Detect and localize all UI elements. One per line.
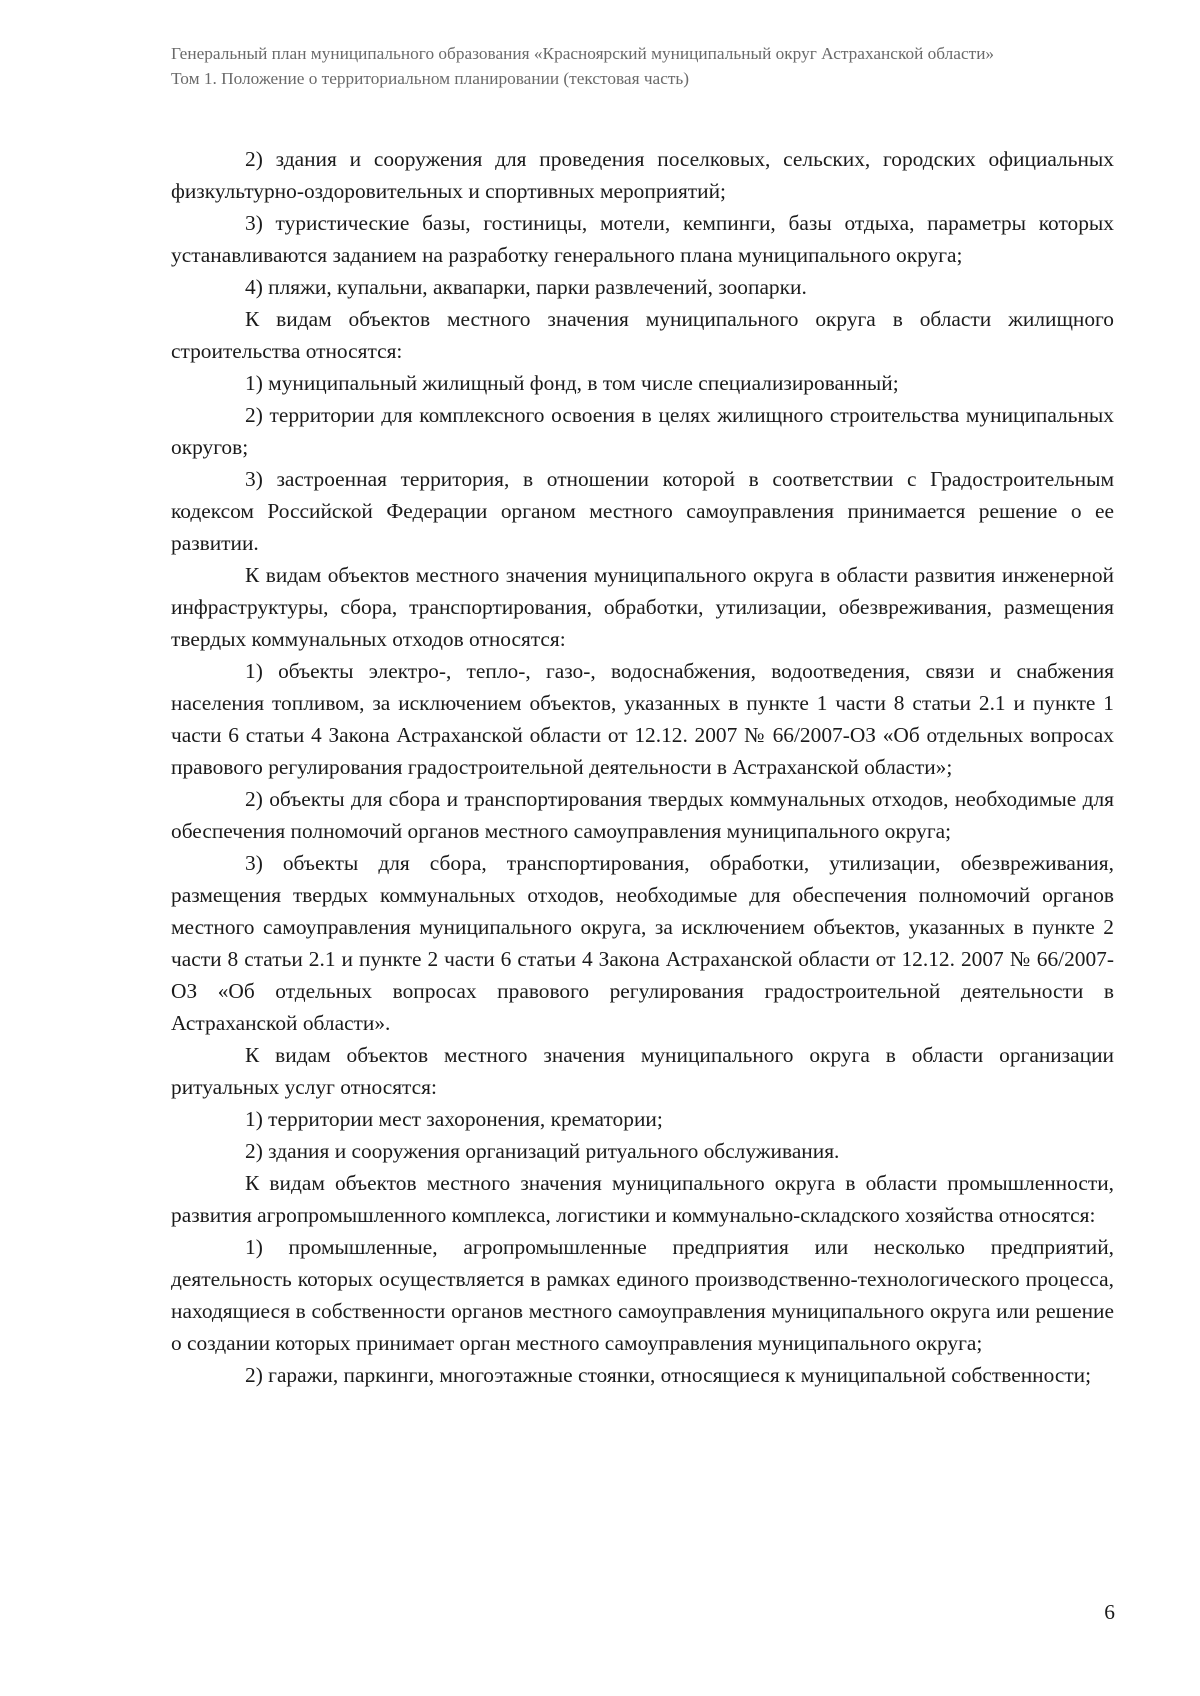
paragraph: 3) застроенная территория, в отношении которой в соответствии с Градостроительным кодексом Российской Федерации органом местного самоуправления принимается решение о ее развитии. [171,467,1114,555]
document-header [171,42,1114,90]
paragraph: 1) территории мест захоронения, крематории; [245,1107,663,1131]
paragraph: К видам объектов местного значения муниципального округа в области развития инженерной инфраструктуры, сбора, транспортирования, обработки, утилизации, обезвреживания, размещения твердых коммунальных отходов относятся: [171,563,1114,651]
paragraph: 4) пляжи, купальни, аквапарки, парки развлечений, зоопарки. [245,275,807,299]
paragraph: 2) здания и сооружения организаций ритуального обслуживания. [245,1139,840,1163]
paragraph: 1) муниципальный жилищный фонд, в том числе специализированный; [245,371,899,395]
paragraph: К видам объектов местного значения муниципального округа в области промышленности, развития агропромышленного комплекса, логистики и коммунально-складского хозяйства относятся: [171,1171,1114,1227]
paragraph: 1) промышленные, агропромышленные предприятия или несколько предприятий, деятельность которых осуществляется в рамках единого производственно-технологического процесса, находящиеся в собственности органов местного самоуправления муниципального округа или решение о создании которых принимает орган местного самоуправления муниципального округа; [171,1235,1114,1355]
paragraph: 3) туристические базы, гостиницы, мотели, кемпинги, базы отдыха, параметры которых устанавливаются заданием на разработку генерального плана муниципального округа; [171,211,1114,267]
paragraph: К видам объектов местного значения муниципального округа в области жилищного строительства относятся: [171,307,1114,363]
document-title: Генеральный план муниципального образования «Красноярский муниципальный округ Астраханской области» [171,44,995,63]
page-number: 6 [1104,1600,1115,1624]
paragraph: 3) объекты для сбора, транспортирования, обработки, утилизации, обезвреживания, размещения твердых коммунальных отходов, необходимые для обеспечения полномочий органов местного самоуправления муниципального округа, за исключением объектов, указанных в пункте 2 части 8 статьи 2.1 и пункте 2 части 6 статьи 4 Закона Астраханской области от 12.12. 2007 № 66/2007-ОЗ «Об отдельных вопросах правового регулирования градостроительной деятельности в Астраханской области». [171,851,1114,1035]
paragraph: 2) гаражи, паркинги, многоэтажные стоянки, относящиеся к муниципальной собственности; [245,1363,1092,1387]
paragraph: 2) объекты для сбора и транспортирования твердых коммунальных отходов, необходимые для обеспечения полномочий органов местного самоуправления муниципального округа; [171,787,1114,843]
document-body [171,143,1114,1391]
paragraph: 1) объекты электро-, тепло-, газо-, водоснабжения, водоотведения, связи и снабжения населения топливом, за исключением объектов, указанных в пункте 1 части 8 статьи 2.1 и пункте 1 части 6 статьи 4 Закона Астраханской области от 12.12. 2007 № 66/2007-ОЗ «Об отдельных вопросах правового регулирования градостроительной деятельности в Астраханской области»; [171,659,1114,779]
paragraph: К видам объектов местного значения муниципального округа в области организации ритуальных услуг относятся: [171,1043,1114,1099]
paragraph: 2) здания и сооружения для проведения поселковых, сельских, городских официальных физкультурно-оздоровительных и спортивных мероприятий; [171,147,1114,203]
document-volume-subtitle: Том 1. Положение о территориальном планировании (текстовая часть) [171,69,690,88]
paragraph: 2) территории для комплексного освоения в целях жилищного строительства муниципальных округов; [171,403,1114,459]
